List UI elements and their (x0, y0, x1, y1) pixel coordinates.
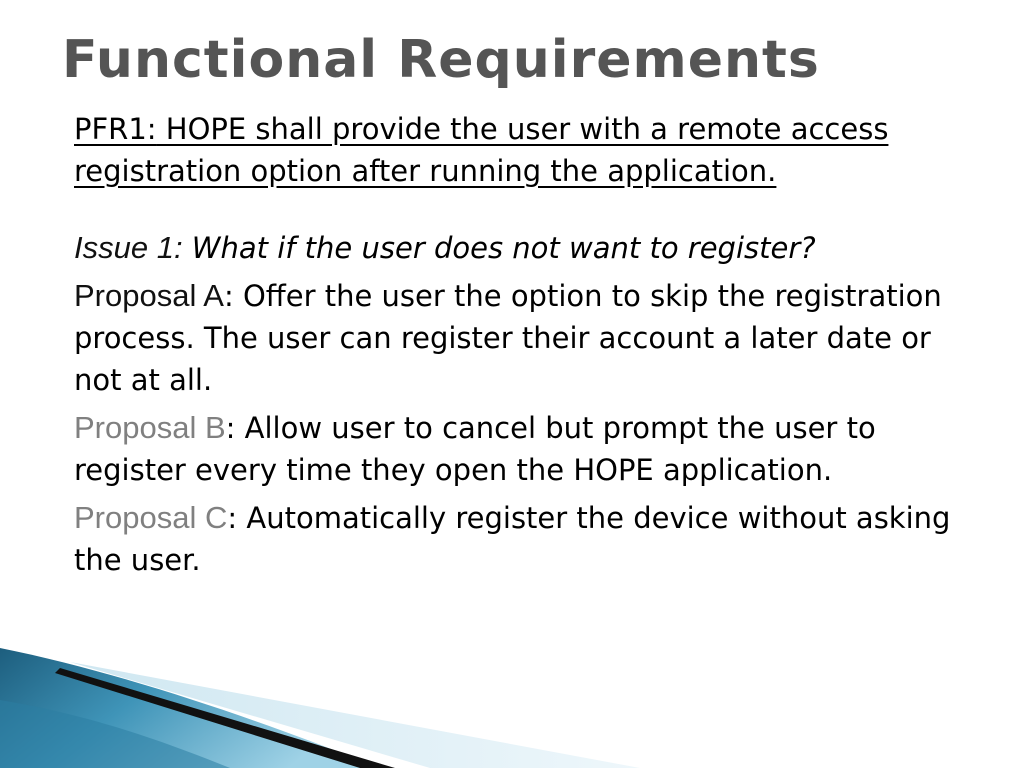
issue-1 (74, 227, 979, 269)
proposal-b (74, 407, 979, 491)
proposal-a-label: Proposal A (74, 278, 224, 313)
proposal-c-separator: : (227, 501, 247, 535)
proposal-c (74, 497, 979, 581)
proposal-a (74, 275, 979, 401)
requirement-pfr1 (74, 108, 979, 192)
proposal-b-separator: : (225, 411, 245, 445)
requirement-id: PFR1: (74, 112, 157, 146)
slide-body (74, 108, 979, 581)
issue-text: What if the user does not want to register? (182, 231, 816, 265)
proposal-c-label: Proposal C (74, 500, 228, 535)
proposal-a-text: Offer the user the option to skip the registration process. The user can register their account a later date or not at all. (74, 279, 942, 397)
proposal-a-separator: : (223, 279, 243, 313)
requirement-text: HOPE shall provide the user with a remote access registration option after running the application. (74, 112, 889, 188)
proposal-c-text: Automatically register the device without asking the user. (74, 501, 951, 577)
slide-title: Functional Requirements (62, 30, 820, 90)
proposal-b-label: Proposal B (74, 410, 226, 445)
issue-label: Issue 1: (74, 230, 183, 265)
proposal-b-text: Allow user to cancel but prompt the user to register every time they open the HOPE application. (74, 411, 876, 487)
